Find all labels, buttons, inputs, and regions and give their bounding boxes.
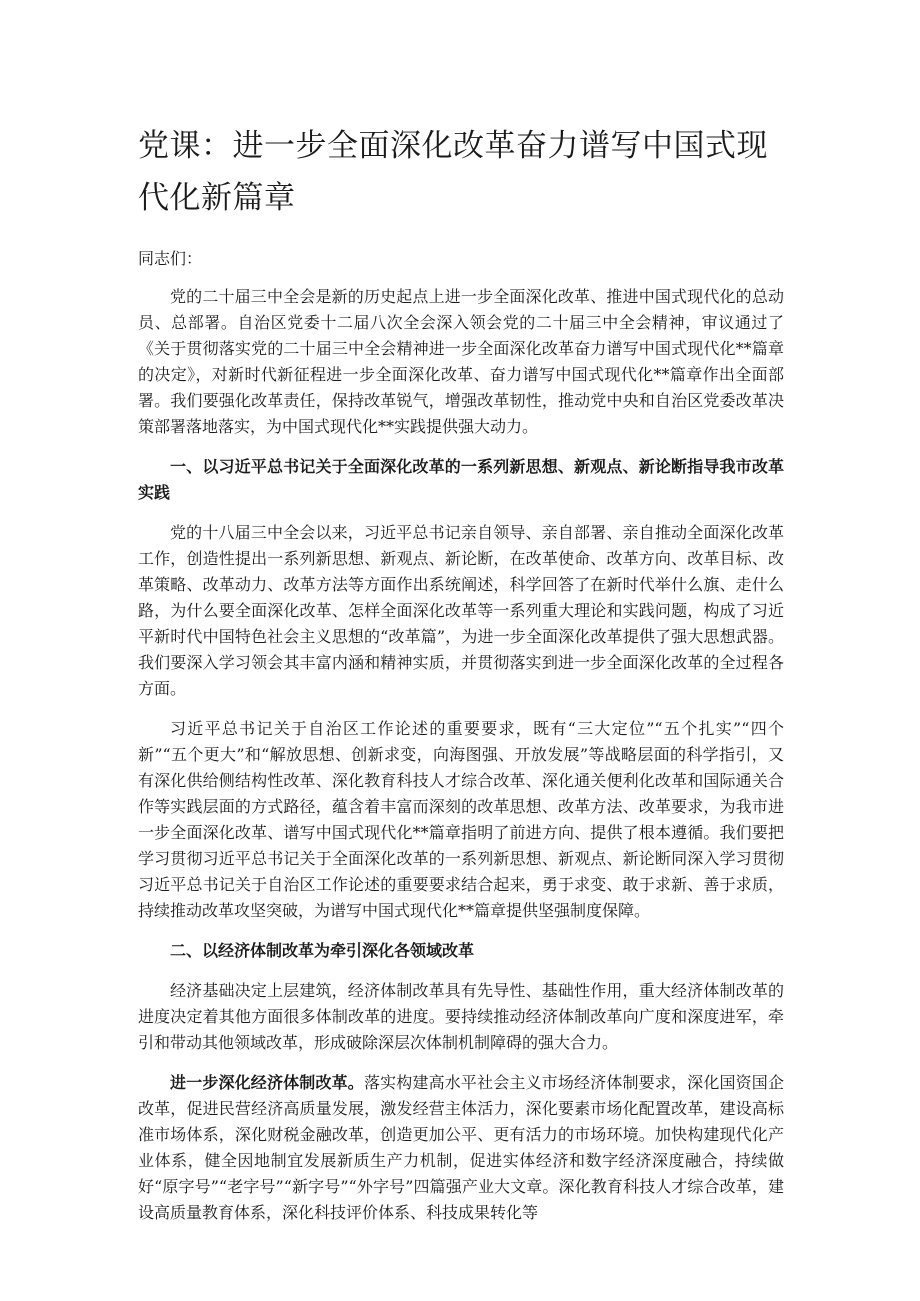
paragraph-economic-base: 经济基础决定上层建筑，经济体制改革具有先导性、基础性作用，重大经济体制改革的进度决定着其他方面很多体制改革的进度。要持续推动经济体制改革向广度和深度进军，牵引和带动其他领域改革，形成破除深层次体制机制障碍的强大合力。 (138, 981, 784, 1052)
paragraph-reform-thought: 党的十八届三中全会以来，习近平总书记亲自领导、亲自部署、亲自推动全面深化改革工作，创造性提出一系列新思想、新观点、新论断，在改革使命、改革方向、改革目标、改革策略、改革动力、改革方法等方面作出系统阐述，科学回答了在新时代举什么旗、走什么路，为什么要全面深化改革、怎样全面深化改革等一系列重大理论和实践问题，构成了习近平新时代中国特色社会主义思想的“改革篇”，为进一步全面深化改革提供了强大思想武器。我们要深入学习领会其丰富内涵和精神实质，并贯彻落实到进一步全面深化改革的全过程各方面。 (138, 523, 784, 698)
paragraph-economic-reform (138, 1070, 784, 1226)
paragraph-region-requirements: 习近平总书记关于自治区工作论述的重要要求，既有“三大定位”“五个扎实”“四个新”“五个更大”和“解放思想、创新求变，向海图强、开放发展”等战略层面的科学指引，又有深化供给侧结构性改革、深化教育科技人才综合改革、深化通关便利化改革和国际通关合作等实践层面的方式路径，蕴含着丰富而深刻的改革思想、改革方法、改革要求，为我市进一步全面深化改革、谱写中国式现代化**篇章指明了前进方向、提供了根本遵循。我们要把学习贯彻习近平总书记关于全面深化改革的一系列新思想、新观点、新论断同深入学习贯彻习近平总书记关于自治区工作论述的重要要求结合起来，勇于求变、敢于求新、善于求质，持续推动改革攻坚突破，为谱写中国式现代化**篇章提供坚强制度保障。 (138, 719, 784, 920)
greeting: 同志们： (138, 249, 203, 268)
section-heading-2: 二、以经济体制改革为牵引深化各领域改革 (170, 941, 475, 960)
page-title: 党课：进一步全面深化改革奋力谱写中国式现代化新篇章 (138, 128, 768, 216)
paragraph-intro: 党的二十届三中全会是新的历史起点上进一步全面深化改革、推进中国式现代化的总动员、总部署。自治区党委十二届八次全会深入领会党的二十届三中全会精神，审议通过了《关于贯彻落实党的二十届三中全会精神进一步全面深化改革奋力谱写中国式现代化**篇章的决定》，对新时代新征程进一步全面深化改革、奋力谱写中国式现代化**篇章作出全面部署。我们要强化改革责任，保持改革锐气，增强改革韧性，推动党中央和自治区党委改革决策部署落地落实，为中国式现代化**实践提供强大动力。 (138, 287, 784, 436)
paragraph-lead-phrase: 进一步深化经济体制改革。 (170, 1073, 364, 1092)
paragraph-body: 落实构建高水平社会主义市场经济体制要求，深化国资国企改革，促进民营经济高质量发展，激发经营主体活力，深化要素市场化配置改革，建设高标准市场体系，深化财税金融改革，创造更加公平、更有活力的市场环境。加快构建现代化产业体系，健全因地制宜发展新质生产力机制，促进实体经济和数字经济深度融合，持续做好“原字号”“老字号”“新字号”“外字号”四篇强产业大文章。深化教育科技人才综合改革，建设高质量教育体系，深化科技评价体系、科技成果转化等 (138, 1073, 784, 1222)
section-heading-1: 一、以习近平总书记关于全面深化改革的一系列新思想、新观点、新论断指导我市改革实践 (138, 457, 784, 502)
document-page (138, 120, 784, 1240)
